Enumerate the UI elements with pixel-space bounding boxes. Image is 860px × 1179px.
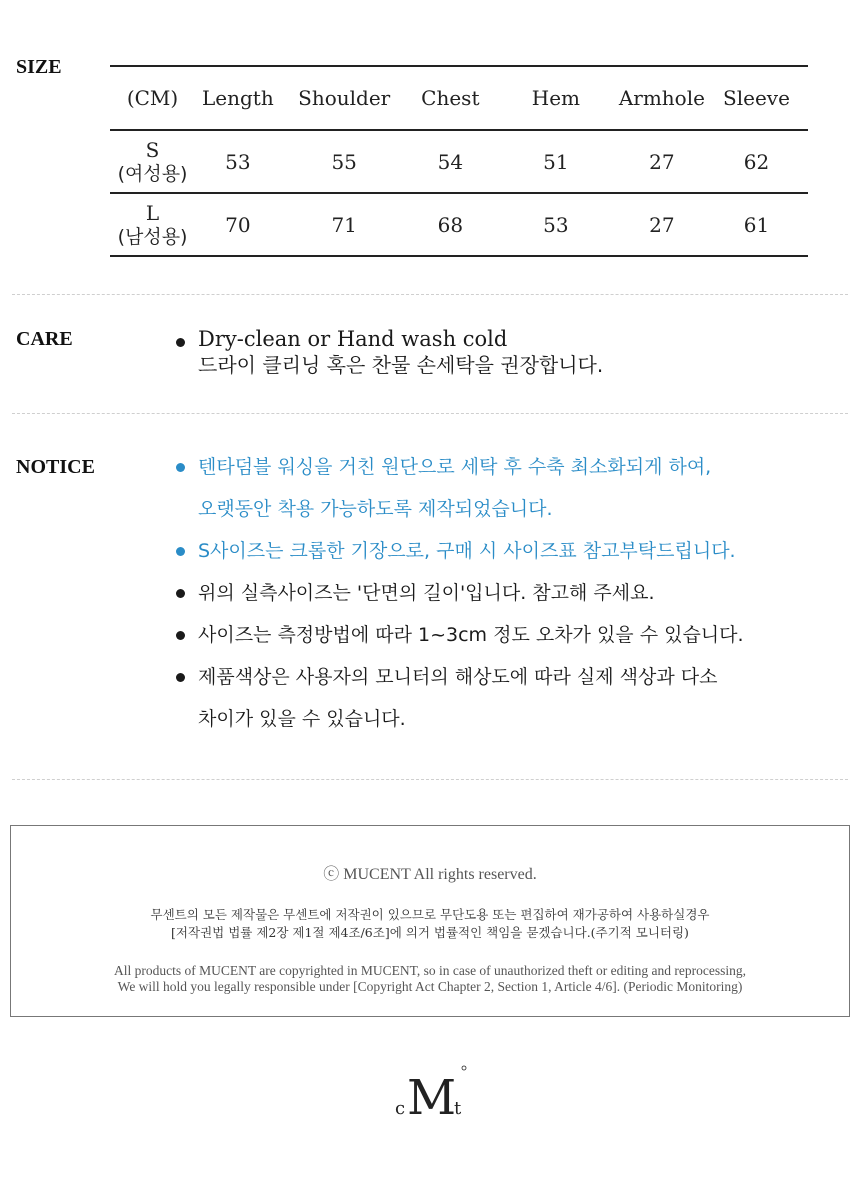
copyright-korean (11, 906, 849, 942)
notice-item-washing (176, 446, 744, 530)
cell-armhole: 27 (649, 149, 675, 174)
section-divider (12, 413, 848, 414)
section-divider (12, 779, 848, 780)
header-length: Length (202, 86, 274, 110)
size-name-s (110, 130, 195, 193)
notice-text: 오랫동안 착용 가능하도록 제작되었습니다. (198, 498, 553, 520)
notice-text: 사이즈는 측정방법에 따라 1~3cm 정도 오차가 있을 수 있습니다. (198, 624, 744, 646)
mucent-logo-icon (392, 1062, 472, 1122)
notice-item-crop (176, 530, 744, 572)
care-section-label: CARE (16, 328, 73, 350)
size-section-label: SIZE (16, 56, 62, 78)
copyright-box (10, 825, 850, 1017)
copyright-kr-line: [저작권법 법률 제2장 제1절 제4조/6조]에 의거 법률적인 책임을 묻겠습니다.(주기적 모니터링) (171, 925, 689, 940)
cell-chest: 68 (437, 212, 464, 237)
header-unit: (CM) (126, 86, 179, 110)
size-name-l (110, 193, 195, 256)
size-row-s (110, 130, 808, 193)
notice-text: 제품색상은 사용자의 모니터의 해상도에 따라 실제 색상과 다소 (198, 666, 718, 688)
bullet-icon (176, 463, 185, 472)
header-sleeve: Sleeve (723, 86, 790, 110)
svg-text:t: t (454, 1098, 462, 1119)
cell-armhole: 27 (649, 212, 675, 237)
cell-hem: 53 (543, 212, 569, 237)
bullet-icon (176, 631, 185, 640)
care-kr-text: 드라이 클리닝 혹은 찬물 손세탁을 권장합니다. (198, 353, 604, 377)
care-item (176, 326, 603, 378)
care-en-text: Dry-clean or Hand wash cold (198, 327, 508, 351)
size-code: L (145, 200, 160, 225)
size-code: S (145, 137, 160, 162)
cell-chest: 54 (437, 149, 464, 174)
bullet-icon (176, 547, 185, 556)
size-table (110, 65, 808, 257)
size-table-header-row (110, 66, 808, 130)
cell-hem: 51 (543, 149, 569, 174)
header-shoulder: Shoulder (298, 86, 391, 110)
copyright-title: ⓒ MUCENT All rights reserved. (323, 866, 537, 883)
copyright-en-line: We will hold you legally responsible under [Copyright Act Chapter 2, Section 1, Article 4/6]. (Periodic Monitoring) (117, 979, 743, 994)
notice-section-label: NOTICE (16, 456, 95, 478)
cell-shoulder: 71 (331, 212, 357, 237)
svg-text:c: c (395, 1098, 406, 1119)
header-armhole: Armhole (618, 86, 705, 110)
copyright-en-line: All products of MUCENT are copyrighted in MUCENT, so in case of unauthorized theft or editing and reprocessing, (114, 963, 746, 978)
notice-item-tolerance (176, 614, 744, 656)
bullet-icon (176, 589, 185, 598)
notice-item-measure (176, 572, 744, 614)
cell-length: 70 (225, 212, 251, 237)
bullet-icon (176, 673, 185, 682)
bullet-icon (176, 338, 185, 347)
cell-shoulder: 55 (331, 149, 357, 174)
notice-text: S사이즈는 크롭한 기장으로, 구매 시 사이즈표 참고부탁드립니다. (198, 540, 736, 562)
size-sub: (남성용) (117, 225, 188, 248)
notice-item-color (176, 656, 744, 740)
section-divider (12, 294, 848, 295)
header-chest: Chest (421, 86, 480, 110)
notice-text: 텐타덤블 워싱을 거친 원단으로 세탁 후 수축 최소화되게 하여, (198, 456, 712, 478)
header-hem: Hem (531, 86, 580, 110)
svg-text:M: M (407, 1070, 457, 1122)
notice-text: 차이가 있을 수 있습니다. (198, 708, 406, 730)
size-sub: (여성용) (117, 162, 188, 185)
size-row-l (110, 193, 808, 256)
notice-list (176, 446, 744, 740)
notice-text: 위의 실측사이즈는 '단면의 길이'입니다. 참고해 주세요. (198, 582, 655, 604)
cell-length: 53 (225, 149, 251, 174)
cell-sleeve: 62 (743, 149, 770, 174)
care-list (176, 326, 603, 378)
copyright-english (11, 963, 849, 995)
copyright-kr-line: 무센트의 모든 제작물은 무센트에 저작권이 있으므로 무단도용 또는 편집하여 재가공하여 사용하실경우 (150, 907, 710, 922)
cell-sleeve: 61 (743, 212, 770, 237)
